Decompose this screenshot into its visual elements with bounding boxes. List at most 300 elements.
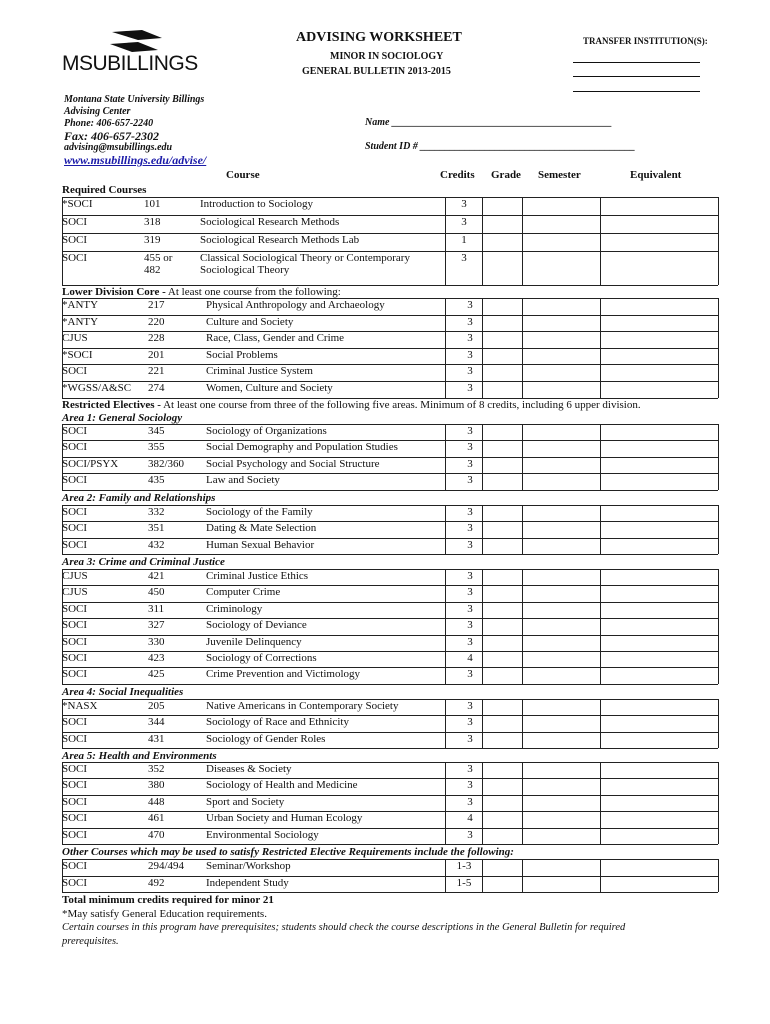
course-title: Introduction to Sociology [200,198,314,210]
equivalent-cell[interactable] [600,425,718,439]
course-dept: SOCI [62,522,88,535]
table-rule [62,298,718,299]
course-title: Human Sexual Behavior [206,538,315,551]
semester-cell[interactable] [522,586,600,600]
table-rule [62,859,718,860]
table-rule [62,778,718,779]
course-title: Seminar/Workshop [206,860,291,872]
semester-cell[interactable] [522,763,600,777]
table-rule [718,505,719,554]
semester-cell[interactable] [522,877,600,892]
grade-cell[interactable] [482,733,522,747]
equivalent-cell[interactable] [600,216,718,232]
semester-cell[interactable] [522,474,600,488]
grade-cell[interactable] [482,763,522,777]
table-row [62,331,718,348]
advising-center: Advising Center [64,106,131,117]
course-number: 431 [148,732,165,745]
course-dept: CJUS [62,586,88,599]
course-number-alt: 482 [144,264,161,276]
column-credits: Credits [440,169,475,181]
table-rule [62,876,718,877]
grade-cell[interactable] [482,539,522,553]
table-rule [62,569,718,570]
equivalent-cell[interactable] [600,652,718,666]
grade-cell[interactable] [482,619,522,633]
table-rule [445,424,446,490]
semester-cell[interactable] [522,382,600,397]
table-rule [62,538,718,539]
grade-cell[interactable] [482,252,522,284]
course-dept: SOCI [62,506,88,518]
course-credits: 3 [467,474,473,487]
area-heading: Area 1: General Sociology [62,412,183,424]
table-row [62,651,718,667]
course-title-cont: Sociological Theory [200,264,290,276]
grade-cell[interactable] [482,299,522,314]
table-rule [62,651,718,652]
course-title: Sport and Society [206,795,285,808]
course-number: 319 [144,234,161,246]
equivalent-cell[interactable] [600,252,718,284]
grade-cell[interactable] [482,441,522,455]
prereq-note-cont: prerequisites. [62,936,119,947]
course-dept: SOCI [62,441,88,454]
course-title: Sociology of Health and Medicine [206,779,358,792]
table-rule [62,440,718,441]
table-rule [482,424,483,490]
grade-cell[interactable] [482,668,522,682]
course-title: Social Psychology and Social Structure [206,457,380,470]
course-credits: 3 [467,700,473,712]
fax-number: Fax: 406-657-2302 [64,129,159,143]
grade-cell[interactable] [482,382,522,397]
table-row [62,811,718,827]
equivalent-cell[interactable] [600,441,718,455]
semester-cell[interactable] [522,349,600,364]
course-title: Law and Society [206,474,280,487]
table-rule [522,699,523,748]
semester-cell[interactable] [522,860,600,875]
equivalent-cell[interactable] [600,539,718,553]
grade-cell[interactable] [482,216,522,232]
grade-cell[interactable] [482,522,522,536]
course-dept: SOCI [62,538,88,551]
course-title: Sociological Research Methods Lab [200,234,360,246]
equivalent-cell[interactable] [600,812,718,826]
table-row [62,215,718,233]
table-row [62,521,718,537]
course-credits: 3 [467,441,473,454]
table-rule [62,892,718,893]
course-title: Sociology of Gender Roles [206,732,326,745]
course-title: Native Americans in Contemporary Society [206,700,399,712]
semester-cell[interactable] [522,570,600,584]
equivalent-cell[interactable] [600,332,718,347]
equivalent-cell[interactable] [600,474,718,488]
semester-cell[interactable] [522,603,600,617]
table-rule [62,424,718,425]
equivalent-cell[interactable] [600,522,718,536]
table-rule [62,602,718,603]
table-rule [62,762,63,844]
grade-cell[interactable] [482,570,522,584]
semester-cell[interactable] [522,733,600,747]
equivalent-cell[interactable] [600,299,718,314]
course-title: Computer Crime [206,586,281,599]
table-rule [62,505,718,506]
course-dept: SOCI [62,876,88,889]
course-dept: CJUS [62,570,88,582]
course-dept: *ANTY [62,315,99,328]
course-credits: 3 [467,668,473,681]
semester-cell[interactable] [522,812,600,826]
semester-cell[interactable] [522,365,600,380]
table-rule [600,859,601,892]
table-rule [718,569,719,684]
area-heading: Area 5: Health and Environments [62,750,217,762]
restricted-electives-heading [62,399,641,411]
course-dept: *SOCI [62,348,93,361]
student-id-line[interactable]: ___________________________________________ [420,141,636,152]
grade-cell[interactable] [482,652,522,666]
semester-cell[interactable] [522,522,600,536]
course-number: 455 or [144,252,173,264]
course-number: 217 [148,299,165,311]
grade-cell[interactable] [482,365,522,380]
course-title: Sociology of Corrections [206,652,317,664]
table-rule [62,585,718,586]
course-title: Social Problems [206,348,278,361]
semester-cell[interactable] [522,796,600,810]
equivalent-cell[interactable] [600,829,718,843]
table-rule [600,197,601,285]
total-credits: Total minimum credits required for minor 21 [62,894,274,906]
table-rule [522,298,523,398]
table-rule [445,197,446,285]
transfer-line-3[interactable] [573,91,700,92]
course-dept: SOCI [62,365,88,378]
course-credits: 3 [467,382,473,394]
course-credits: 3 [461,198,467,210]
table-row [62,828,718,844]
transfer-institution-label: TRANSFER INSTITUTION(S): [583,36,708,46]
equivalent-cell[interactable] [600,316,718,331]
logo-wordmark: MSUBILLINGS [62,52,198,75]
semester-cell[interactable] [522,716,600,730]
table-rule [718,699,719,748]
equivalent-cell[interactable] [600,603,718,617]
course-dept: SOCI [62,425,88,437]
course-number: 205 [148,700,165,712]
course-credits: 3 [467,716,473,729]
course-title: Dating & Mate Selection [206,522,317,535]
table-row [62,602,718,618]
course-number: 274 [148,382,165,394]
table-rule [62,315,718,316]
equivalent-cell[interactable] [600,619,718,633]
table-rule [62,828,718,829]
university-name: Montana State University Billings [64,94,205,105]
course-number: 470 [148,828,165,841]
grade-cell[interactable] [482,636,522,650]
table-row [62,315,718,332]
semester-cell[interactable] [522,216,600,232]
grade-cell[interactable] [482,349,522,364]
grade-cell[interactable] [482,716,522,730]
equivalent-cell[interactable] [600,458,718,472]
table-rule [718,424,719,490]
course-credits: 3 [467,332,473,345]
equivalent-cell[interactable] [600,198,718,214]
grade-cell[interactable] [482,877,522,892]
table-row [62,424,718,440]
course-title: Race, Class, Gender and Crime [206,332,345,345]
name-line[interactable]: ____________________________________________ [391,117,612,128]
table-row [62,699,718,715]
course-dept: *WGSS/A&SC [62,382,132,394]
equivalent-cell[interactable] [600,779,718,793]
table-rule [62,197,718,198]
table-rule [445,298,446,398]
course-credits: 3 [467,299,473,311]
course-dept: SOCI [62,652,88,664]
course-credits: 3 [467,506,473,518]
equivalent-cell[interactable] [600,365,718,380]
course-credits: 3 [467,365,473,378]
semester-cell[interactable] [522,252,600,284]
course-title: Sociology of Race and Ethnicity [206,716,349,729]
grade-cell[interactable] [482,316,522,331]
student-id-field[interactable] [365,141,635,152]
email-address: advising@msubillings.edu [64,142,173,153]
name-label: Name [365,117,390,128]
semester-cell[interactable] [522,619,600,633]
semester-cell[interactable] [522,829,600,843]
grade-cell[interactable] [482,458,522,472]
equivalent-cell[interactable] [600,763,718,777]
msub-logo [60,28,220,88]
table-rule [600,762,601,844]
required-heading-text: Required Courses [62,184,147,196]
equivalent-cell[interactable] [600,234,718,250]
grade-cell[interactable] [482,812,522,826]
equivalent-cell[interactable] [600,506,718,520]
table-rule [62,331,718,332]
course-dept: SOCI [62,812,88,825]
table-row [62,715,718,731]
semester-cell[interactable] [522,779,600,793]
table-row [62,538,718,554]
grade-cell[interactable] [482,474,522,488]
semester-cell[interactable] [522,652,600,666]
equivalent-cell[interactable] [600,570,718,584]
name-field[interactable] [365,117,612,128]
table-row [62,876,718,893]
table-rule [522,197,523,285]
grade-cell[interactable] [482,234,522,250]
table-rule [600,699,601,748]
course-dept: *NASX [62,700,98,712]
course-title: Sociology of Deviance [206,619,307,632]
table-row [62,585,718,601]
course-number: 220 [148,315,165,328]
semester-cell[interactable] [522,332,600,347]
lower-division-heading [62,286,341,298]
equivalent-cell[interactable] [600,586,718,600]
table-row [62,440,718,456]
semester-cell[interactable] [522,668,600,682]
course-dept: SOCI [62,732,88,745]
course-dept: SOCI [62,828,88,841]
table-rule [62,684,718,685]
grade-cell[interactable] [482,425,522,439]
grade-cell[interactable] [482,779,522,793]
equivalent-cell[interactable] [600,668,718,682]
equivalent-cell[interactable] [600,349,718,364]
course-credits: 3 [467,315,473,328]
table-row [62,732,718,748]
semester-cell[interactable] [522,425,600,439]
table-rule [445,505,446,554]
grade-cell[interactable] [482,829,522,843]
course-number: 101 [144,198,161,210]
student-id-label: Student ID # [365,141,418,152]
table-rule [482,699,483,748]
table-row [62,569,718,585]
equivalent-cell[interactable] [600,382,718,397]
course-title: Social Demography and Population Studies [206,441,398,454]
table-row [62,381,718,398]
course-number: 421 [148,570,165,582]
course-title: Diseases & Society [206,763,292,775]
restricted-electives-note: At least one course from three of the following five areas. Minimum of 8 credits, including 6 upper division. [160,399,641,411]
course-number: 294/494 [148,860,185,872]
semester-cell[interactable] [522,198,600,214]
equivalent-cell[interactable] [600,860,718,875]
course-number: 448 [148,795,165,808]
grade-cell[interactable] [482,198,522,214]
equivalent-cell[interactable] [600,716,718,730]
grade-cell[interactable] [482,332,522,347]
grade-cell[interactable] [482,603,522,617]
table-rule [600,505,601,554]
grade-cell[interactable] [482,860,522,875]
area-heading: Area 2: Family and Relationships [62,492,216,504]
course-title: Criminology [206,602,263,615]
course-dept: SOCI [62,635,88,648]
course-number: 228 [148,332,165,345]
course-number: 461 [148,812,165,825]
course-dept: SOCI [62,252,88,264]
table-rule [522,859,523,892]
course-dept: SOCI [62,619,88,632]
transfer-line-2[interactable] [573,76,700,77]
table-rule [522,762,523,844]
table-rule [62,197,63,285]
table-rule [718,298,719,398]
course-credits: 4 [467,652,473,664]
course-title: Culture and Society [206,315,294,328]
grade-cell[interactable] [482,700,522,714]
table-row [62,348,718,365]
table-row [62,298,718,315]
course-credits: 3 [467,732,473,745]
course-title: Crime Prevention and Victimology [206,668,361,681]
table-rule [522,505,523,554]
required-heading [62,184,146,196]
course-title: Independent Study [206,876,289,889]
website-link[interactable]: www.msubillings.edu/advise/ [64,153,207,167]
semester-cell[interactable] [522,506,600,520]
course-dept: SOCI [62,795,88,808]
course-credits: 3 [461,216,467,228]
course-dept: SOCI [62,474,88,487]
semester-cell[interactable] [522,316,600,331]
equivalent-cell[interactable] [600,733,718,747]
grade-cell[interactable] [482,586,522,600]
semester-cell[interactable] [522,539,600,553]
semester-cell[interactable] [522,234,600,250]
semester-cell[interactable] [522,636,600,650]
table-rule [62,381,718,382]
course-title: Criminal Justice Ethics [206,570,309,582]
equivalent-cell[interactable] [600,700,718,714]
semester-cell[interactable] [522,299,600,314]
course-number: 352 [148,763,165,775]
semester-cell[interactable] [522,458,600,472]
course-credits: 3 [467,570,473,582]
program-subtitle: MINOR IN SOCIOLOGY [330,51,444,62]
equivalent-cell[interactable] [600,796,718,810]
table-rule [445,762,446,844]
table-rule [62,348,718,349]
course-credits: 3 [467,586,473,599]
table-row [62,795,718,811]
equivalent-cell[interactable] [600,636,718,650]
transfer-line-1[interactable] [573,62,700,63]
column-grade: Grade [491,169,521,181]
course-number: 311 [148,602,165,615]
table-rule [600,298,601,398]
course-credits: 3 [461,252,467,264]
table-row [62,197,718,215]
table-rule [445,859,446,892]
column-equivalent: Equivalent [630,169,682,181]
course-dept: *SOCI [62,198,93,210]
table-rule [445,699,446,748]
equivalent-cell[interactable] [600,877,718,892]
contact-block [64,94,206,166]
table-rule [482,762,483,844]
course-dept: CJUS [62,332,88,345]
course-credits: 3 [467,602,473,615]
table-rule [62,505,63,554]
table-rule [62,457,718,458]
table-row [62,473,718,489]
semester-cell[interactable] [522,700,600,714]
table-rule [62,473,718,474]
lower-division-title: Lower Division Core - [62,286,166,298]
course-number: 221 [148,365,165,378]
grade-cell[interactable] [482,796,522,810]
semester-cell[interactable] [522,441,600,455]
course-title: Women, Culture and Society [206,382,333,394]
table-row [62,251,718,285]
table-rule [600,424,601,490]
course-credits: 3 [467,795,473,808]
grade-cell[interactable] [482,506,522,520]
